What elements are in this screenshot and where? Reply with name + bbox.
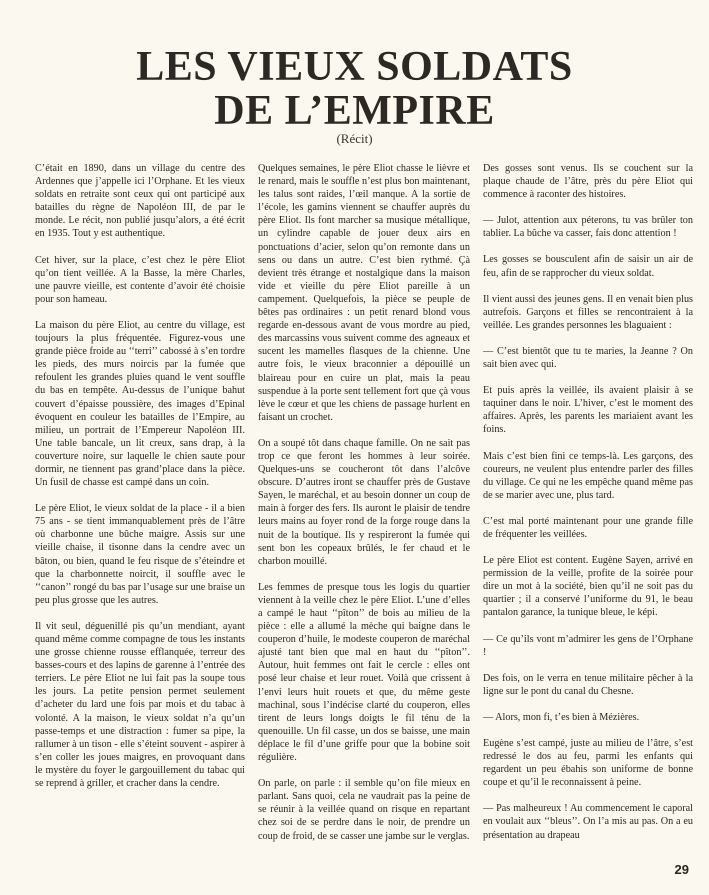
paragraph: — Alors, mon fi, t’es bien à Mézières.: [483, 711, 640, 723]
paragraph: Des fois, on le verra en tenue militaire pêcher à la ligne sur le pont du canal du Chesne.: [483, 672, 693, 697]
paragraph: Les gosses se bousculent afin de saisir un air de feu, afin de se rapprocher du vieux soldat.: [483, 254, 693, 279]
paragraph: C’est mal porté maintenant pour une grande fille de fréquenter les veillées.: [483, 515, 693, 540]
paragraph: Quelques semaines, le père Eliot chasse le lièvre et le renard, mais le souffle n’est plus bon maintenant, les talus sont raides, l’œil manque. A la sortie de l’école, les gamins viennent se chauffer auprès du père Eliot. Ils font marcher sa musique métallique, un cylindre capable de jouer deux airs en ponctuations d’acier, selon qu’on remonte dans un sens ou dans un autre. C’est bien rythmé. Çà devient très étrange et nostalgique dans la maison vide et vieille du père Eliot pareille à un campement. Quelquefois, la pièce se peuple de bêtes pas ordinaires : un petit renard blond vous regarde en-dessous avant de vous mordre au pied, des marcassins vous suivent comme des agneaux et sucent les mamelles flasques de la chienne. Une autre fois, le vieux braconnier a dépouillé un blaireau pour en cuire un plat, mais la peau suspendue à la porte sent tellement fort que çà vous lève le cœur et que les chiens de passage hurlent en faisant un crochet.: [258, 163, 470, 423]
paragraph: Il vit seul, déguenillé pis qu’un mendiant, ayant quand même comme compagne de tous les instants une grosse chienne rousse efflanquée, terreur des basses-cours et des lapins de garenne à l’entrée des terriers. Le père Eliot ne lui fait pas la soupe tous les jours. La petite pension permet seulement d’acheter du lard une fois par mois et du tabac à volonté. A la maison, le vieux soldat n’a qu’un passe-temps et une distraction : fumer sa pipe, la rallumer à un tison - elle s’éteint souvent - aspirer à s’en coller les joues maigres, en provoquant dans le mystère du foyer le gargouillement du tabac qui se reprend à griller, et cracher dans la cendre.: [35, 620, 245, 790]
paragraph: C’était en 1890, dans un village du centre des Ardennes que j’appelle ici l’Orphane. Et les vieux soldats en retraite sont ceux qui ont participé aux batailles du règne de Napoléon III, de par le monde. Le récit, non publié jusqu’alors, a été écrit en 1935. Tout y est authentique.: [35, 163, 245, 240]
paragraph: Cet hiver, sur la place, c’est chez le père Eliot qu’on tient veillée. A la Basse, la mère Charles, une pauvre vieille, est contente d’avoir été choisie pour son hameau.: [35, 254, 245, 305]
paragraph: Et puis après la veillée, ils avaient plaisir à se taquiner dans le noir. L’hiver, c’est le moment des affaires. Après, les parents les mariaient avant les foins.: [483, 385, 693, 436]
text-column-1: [35, 162, 245, 803]
article-title: [0, 46, 709, 132]
paragraph: — Ce qu’ils vont m’admirer les gens de l’Orphane !: [483, 633, 693, 658]
article-subtitle: (Récit): [336, 131, 373, 146]
paragraph: Mais c’est bien fini ce temps-là. Les garçons, des coureurs, ne veulent plus entendre parler des filles du village. Ce qui ne les empêche quand même pas de se marier avec une, plus tard.: [483, 450, 693, 501]
paragraph: — Pas malheureux ! Au commencement le caporal en voulait aux ‘‘bleus’’. On l’a mis au pas. On a eu présentation au drapeau: [483, 803, 693, 841]
paragraph: Le père Eliot est content. Eugène Sayen, arrivé en permission de la veille, profite de la soirée pour dire un mot à la société, bien qu’il ne soit pas du quartier ; il a conservé l’uniforme du 91, le beau pantalon garance, la tunique bleue, le képi.: [483, 555, 693, 619]
title-line-1: LES VIEUX SOLDATS: [136, 44, 573, 90]
paragraph: Des gosses sont venus. Ils se couchent sur la plaque chaude de l’âtre, près du père Eliot qui commence à raconter des histoires.: [483, 163, 693, 201]
title-line-2: DE L’EMPIRE: [214, 88, 495, 134]
paragraph: — C’est bientôt que tu te maries, la Jeanne ? On sait bien avec qui.: [483, 345, 693, 371]
paragraph: Eugène s’est campé, juste au milieu de l’âtre, s’est redressé le dos au feu, parmi les enfants qui regardent un peu ébahis son uniforme de bonne coupe et qu’il le reconnaissent à peine.: [483, 738, 693, 789]
paragraph: On parle, on parle : il semble qu’on file mieux en parlant. Sans quoi, cela ne vaudrait pas la peine de se réunir à la veillée quand on risque en repartant chez soi de se perdre dans le noir, de prendre un coup de froid, de se casser une jambe sur le verglas.: [258, 778, 470, 842]
paragraph: Les femmes de presque tous les logis du quartier viennent à la veille chez le père Eliot. L’une d’elles a campé le haut ‘‘pîton’’ de bois au milieu de la pièce : elle a allumé la mèche qui baigne dans le couperon d’huile, le modeste couperon de maréchal ajusté tant bien que mal en haut du ‘‘pîton’’. Autour, huit femmes ont fait le cercle : elles ont posé leur chaise et leur rouet. Voilà que crissent à l’envi leurs huit rouets et que, du même geste machinal, sous l’indécise clarté du couperon, elles tirent de leurs longs doigts le fil ténu de la quenouille. Un fil casse, un dos se baisse, une main déplace le fil d’une griffe pour que la bobine soit régulière.: [258, 581, 470, 764]
page-number: 29: [674, 862, 689, 877]
text-column-2: [258, 162, 470, 856]
text-column-3: [483, 162, 693, 855]
paragraph: La maison du père Eliot, au centre du village, est toujours la plus fréquentée. Figurez-vous une grande pièce froide au ‘‘terri’’ cabossé à s’en tordre les pieds, des murs noircis par la fumée que refoulent les grandes pluies quand le vent souffle du bas en tempête. Au-dessus de l’unique bahut couvert d’épaisse poussière, des images d’Epinal évoquent en couleur les batailles de l’Empire, au milieu, un portrait de l’Empereur Napoléon III. Une table bancale, un lit creux, sans drap, à la couverture noire, sur laquelle le chien saute pour dormir, ne tiennent pas grand’place dans la pièce. Un fusil de chasse est campé dans un coin.: [35, 319, 245, 489]
paragraph: Le père Eliot, le vieux soldat de la place - il a bien 75 ans - se tient immanquablement près de l’âtre où charbonne une bûche maigre. Assis sur une vieille chaise, il tisonne dans la cendre avec un bâton, ou bien, quand le feu risque de s’éteindre et que la charbonnette noircit, il souffle avec le ‘‘canon’’ rongé du bas par l’usage sur une braise un peu plus grosse que les autres.: [35, 503, 245, 606]
paragraph: Il vient aussi des jeunes gens. Il en venait bien plus autrefois. Garçons et filles se rencontraient à la veillée. Les grandes personnes les blaguaient :: [483, 293, 693, 331]
paragraph: — Julot, attention aux péterons, tu vas brûler ton tablier. La bûche va casser, fais donc attention !: [483, 215, 693, 240]
paragraph: On a soupé tôt dans chaque famille. On ne sait pas trop ce que feront les hommes à leur soirée. Quelques-uns se coucheront tôt dans l’alcôve obscure. D’autres iront se chauffer près de Gustave Sayen, le maréchal, et au besoin donner un coup de main à forger des fers. Ils auront le plaisir de tendre leurs mains au foyer rond de la forge rouge dans la nuit de la boutique. Ils y respireront la fumée qui sent bon les copeaux brûlés, le fer chaud et le charbon mouillé.: [258, 437, 470, 567]
